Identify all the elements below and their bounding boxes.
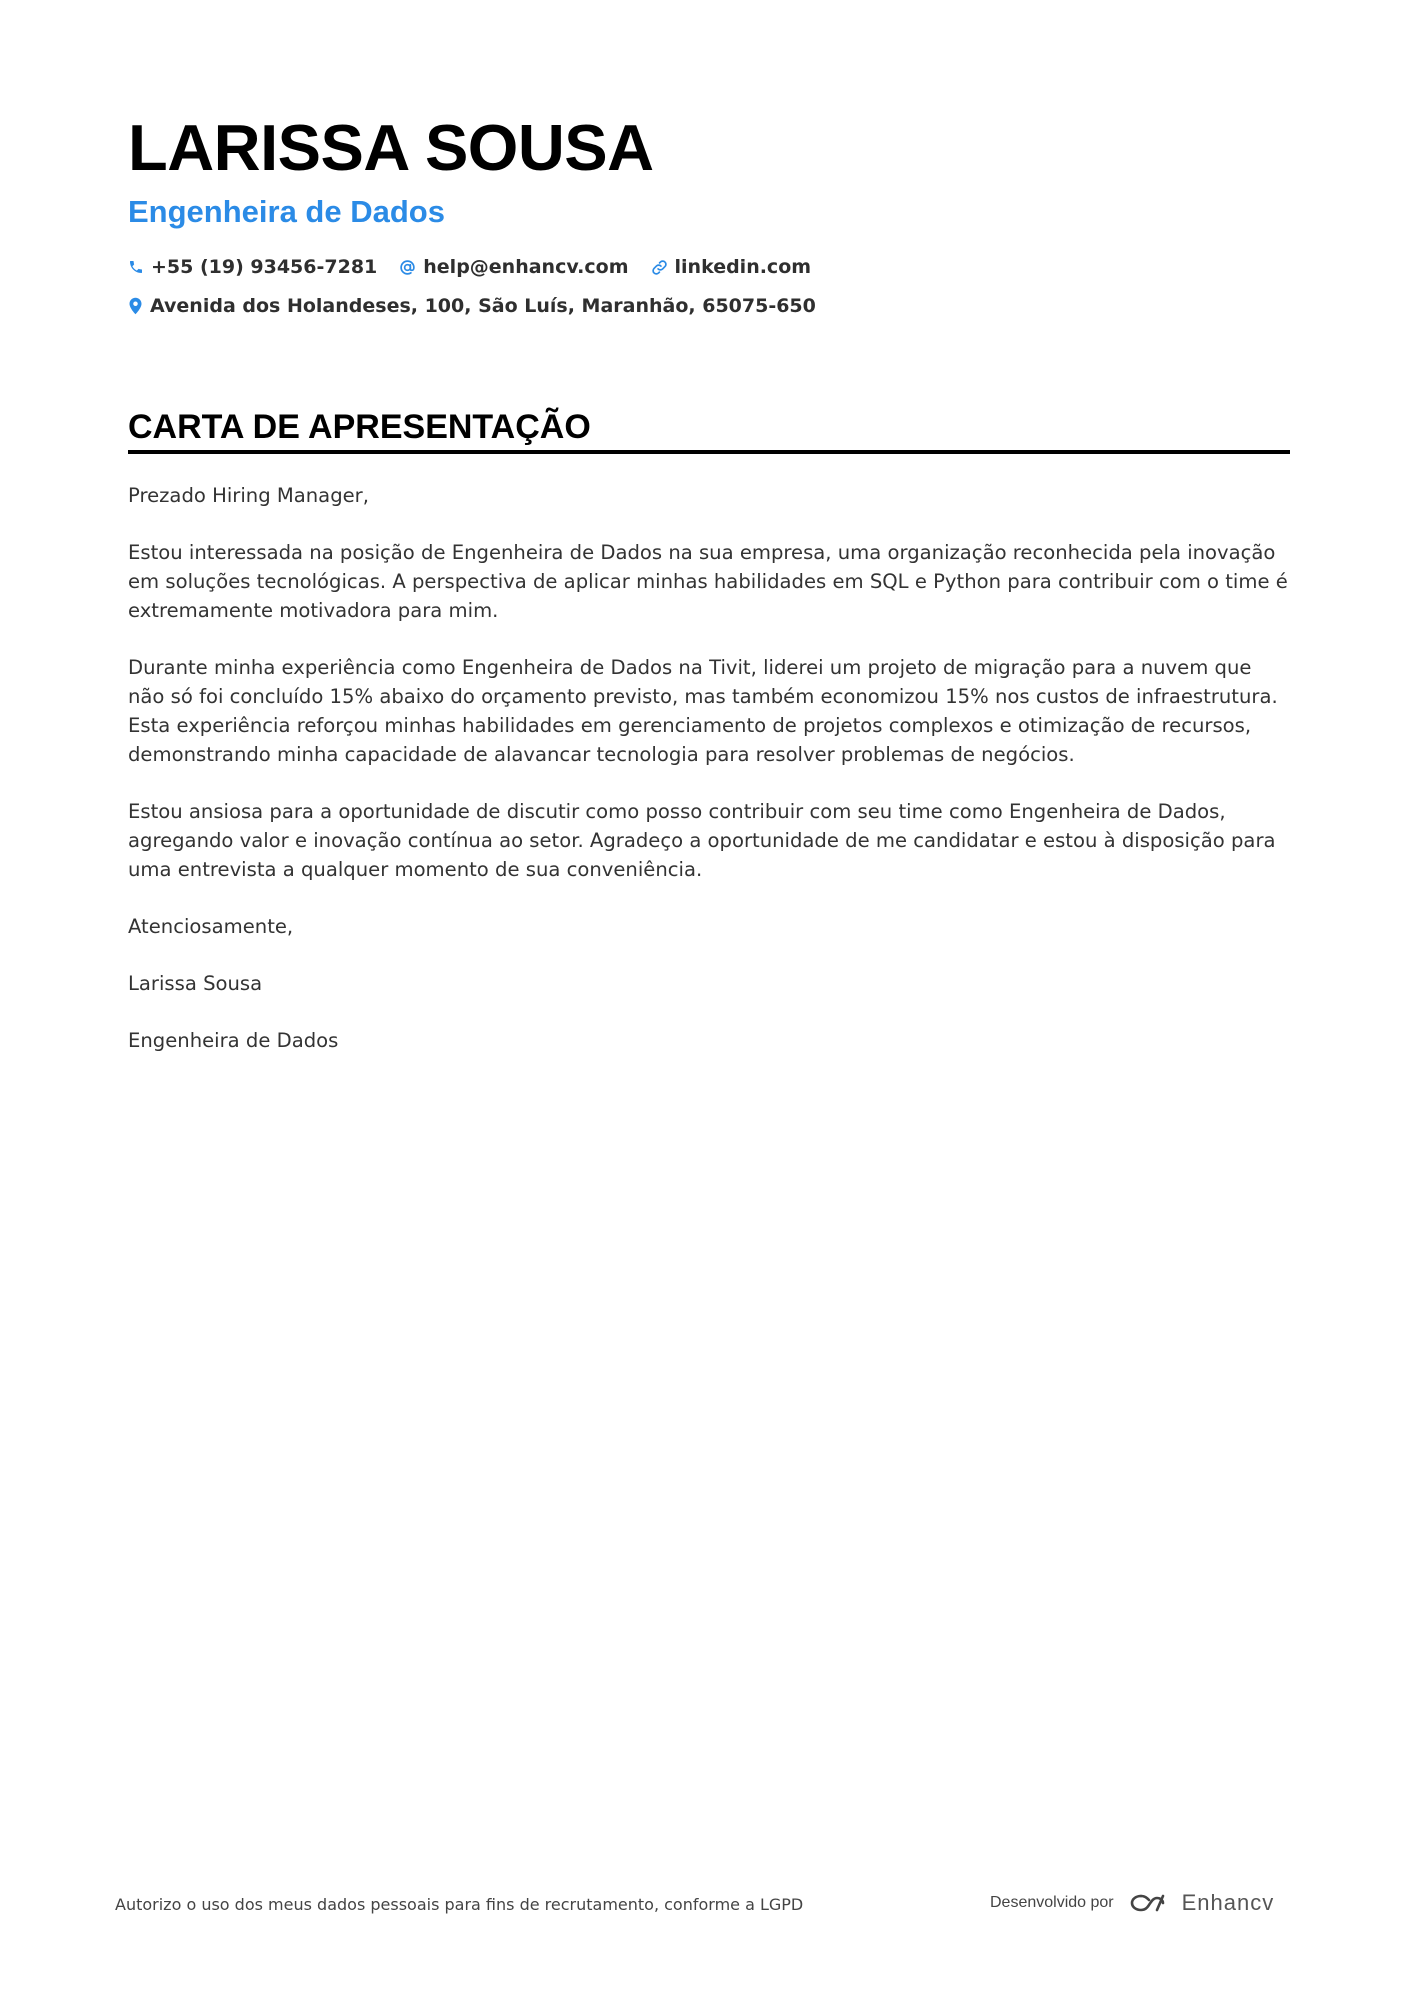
letter-paragraph: Estou interessada na posição de Engenheira de Dados na sua empresa, uma organização reconhecida pela inovação em soluções tecnológicas. A perspectiva de aplicar minhas habilidades em SQL e Python para contribuir com o time é extremamente motivadora para mim. bbox=[128, 541, 1288, 622]
brand-name: Enhancv bbox=[1181, 1890, 1275, 1915]
candidate-role: Engenheira de Dados bbox=[128, 194, 445, 229]
email-link[interactable]: help@enhancv.com bbox=[423, 256, 629, 278]
salutation: Prezado Hiring Manager, bbox=[128, 484, 369, 507]
contact-address bbox=[128, 295, 816, 317]
website-link[interactable]: linkedin.com bbox=[674, 256, 812, 278]
letter-body bbox=[128, 481, 1293, 1083]
at-icon bbox=[399, 259, 416, 276]
phone-icon bbox=[128, 259, 144, 275]
phone-text: +55 (19) 93456-7281 bbox=[151, 256, 378, 278]
letter-paragraph: Durante minha experiência como Engenheira de Dados na Tivit, liderei um projeto de migração para a nuvem que não só foi concluído 15% abaixo do orçamento previsto, mas também economizou 15% nos custos de infraestrutura. Esta experiência reforçou minhas habilidades em gerenciamento de projetos complexos e otimização de recursos, demonstrando minha capacidade de alavancar tecnologia para resolver problemas de negócios. bbox=[128, 656, 1278, 766]
address-text: Avenida dos Holandeses, 100, São Luís, Maranhão, 65075-650 bbox=[150, 295, 816, 317]
powered-by-text: Desenvolvido por bbox=[990, 1894, 1114, 1911]
enhancv-logo-icon bbox=[1126, 1891, 1172, 1915]
contact-row-primary bbox=[128, 252, 811, 282]
link-icon bbox=[651, 259, 668, 276]
brand-logo[interactable] bbox=[1126, 1890, 1275, 1916]
footer-branding[interactable] bbox=[990, 1887, 1274, 1919]
location-pin-icon bbox=[128, 297, 143, 315]
signature-name: Larissa Sousa bbox=[128, 972, 263, 995]
footer-consent: Autorizo o uso dos meus dados pessoais para fins de recrutamento, conforme a LGPD bbox=[115, 1895, 804, 1914]
closing: Atenciosamente, bbox=[128, 915, 294, 938]
letter-paragraph: Estou ansiosa para a oportunidade de discutir como posso contribuir com seu time como Engenheira de Dados, agregando valor e inovação contínua ao setor. Agradeço a oportunidade de me candidatar e estou à disposição para uma entrevista a qualquer momento de sua conveniência. bbox=[128, 800, 1276, 881]
candidate-name: LARISSA SOUSA bbox=[128, 111, 654, 184]
contact-email[interactable] bbox=[399, 256, 628, 278]
contact-row-address bbox=[128, 291, 816, 321]
section-divider bbox=[128, 450, 1290, 454]
section-title: CARTA DE APRESENTAÇÃO bbox=[128, 408, 591, 446]
contact-website[interactable] bbox=[651, 256, 812, 278]
contact-phone bbox=[128, 256, 377, 278]
signature-title: Engenheira de Dados bbox=[128, 1029, 339, 1052]
